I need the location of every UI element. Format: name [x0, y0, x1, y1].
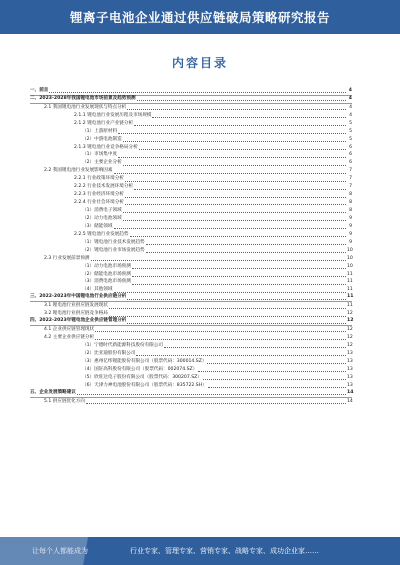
toc-entry-title: （5）欣旺达电子股份有限公司（股票代码：300207.SZ） — [82, 374, 202, 380]
toc-leader-dots — [123, 212, 346, 213]
toc-entry-title: （1）上游原材料 — [82, 128, 118, 134]
toc-entry-page: 5 — [349, 136, 352, 142]
toc-entry-page: 8 — [349, 192, 352, 198]
toc-entry-title: （2）锂电池行业市场发展趋势 — [82, 247, 145, 253]
toc-leader-dots — [137, 100, 346, 101]
toc-entry-title: （4）其他领域 — [82, 287, 113, 293]
toc-entry-page: 11 — [347, 271, 353, 277]
toc-entry-title: 四、2022-2023年锂电池企业供应链管理分析 — [30, 318, 127, 324]
toc-entry-page: 7 — [349, 176, 352, 182]
toc-entry[interactable] — [30, 358, 352, 366]
toc-leader-dots — [146, 244, 346, 245]
toc-entry-title: 3.1 锂电池行业供应链发展现状 — [44, 303, 108, 309]
toc-entry-page: 6 — [349, 160, 352, 166]
toc-entry[interactable] — [30, 144, 352, 152]
toc-entry-title: （2）中游电池制造 — [82, 136, 122, 142]
toc-entry-page: 4 — [348, 87, 352, 93]
toc-entry[interactable] — [30, 152, 352, 160]
toc-entry[interactable] — [30, 136, 352, 144]
toc-entry-title: 2.1 我国锂电池行业发展现状与特点分析 — [44, 104, 127, 110]
toc-entry-title: 2.2 我国锂电池行业发展影响因素 — [44, 168, 113, 174]
toc-heading: 内容目录 — [171, 56, 228, 70]
toc-entry-page: 10 — [347, 247, 353, 253]
toc-entry-title: 一、前言 — [30, 87, 49, 93]
toc-entry-page: 12 — [347, 342, 353, 348]
toc-entry-page: 11 — [347, 294, 354, 300]
toc-entry[interactable] — [30, 96, 352, 104]
toc-leader-dots — [132, 276, 346, 277]
toc-entry-title: 2.1.2 锂电池行业产业链分析 — [74, 120, 134, 126]
toc-entry[interactable] — [30, 279, 352, 287]
toc-leader-dots — [130, 236, 347, 237]
toc-entry-page: 12 — [347, 318, 354, 324]
toc-entry-title: 五、企业发展策略建议 — [30, 389, 76, 395]
toc-entry[interactable] — [30, 199, 352, 207]
toc-entry-page: 14 — [347, 389, 354, 395]
toc-leader-dots — [132, 268, 346, 269]
toc-leader-dots — [123, 141, 346, 142]
footer-tagline: 行业专家、管理专家、营销专家、战略专家、成功企业家…… — [130, 547, 319, 555]
toc-entry[interactable] — [30, 175, 352, 183]
toc-leader-dots — [125, 181, 346, 182]
toc-entry-page: 12 — [347, 335, 353, 341]
toc-entry-title: （3）储能领域 — [82, 223, 113, 229]
toc-entry[interactable] — [30, 263, 352, 271]
toc-entry[interactable] — [30, 112, 352, 120]
toc-entry-title: （3）惠州亿纬锂能股份有限公司（股票代码：300014.SZ） — [82, 358, 207, 364]
toc-entry[interactable] — [30, 239, 352, 247]
toc-entry-page: 13 — [347, 350, 353, 356]
toc-leader-dots — [125, 197, 346, 198]
toc-entry-title: 2.3 行业发展前景预测 — [44, 255, 90, 261]
toc-entry-page: 7 — [349, 184, 352, 190]
toc-entry-title: 2.2.4 行业社会环境分析 — [74, 200, 124, 206]
toc-entry[interactable] — [30, 231, 352, 239]
toc-leader-dots — [114, 292, 347, 293]
toc-entry[interactable] — [30, 104, 352, 112]
toc-leader-dots — [132, 284, 346, 285]
toc-entry[interactable] — [30, 326, 352, 334]
toc-entry-title: 2.2.5 锂电池行业发展趋势 — [74, 231, 129, 237]
toc-entry[interactable] — [30, 374, 352, 382]
toc-entry[interactable] — [30, 223, 352, 231]
toc-entry[interactable] — [30, 334, 352, 342]
toc-entry-page: 10 — [347, 263, 353, 269]
toc-entry[interactable] — [30, 302, 352, 310]
toc-entry-page: 5 — [349, 128, 352, 134]
toc-entry-page: 13 — [347, 382, 353, 388]
toc-entry-title: （1）市场集中度 — [82, 152, 118, 158]
toc-entry-title: （1）宁德时代新能源科技股份有限公司 — [82, 342, 164, 348]
toc-leader-dots — [136, 355, 346, 356]
toc-leader-dots — [198, 371, 346, 372]
toc-leader-dots — [123, 220, 346, 221]
toc-entry-title: （2）比亚迪股份有限公司 — [82, 350, 136, 356]
toc-leader-dots — [49, 92, 346, 93]
toc-leader-dots — [207, 363, 346, 364]
toc-entry-page: 6 — [349, 144, 352, 150]
toc-leader-dots — [164, 347, 346, 348]
toc-entry-page: 13 — [347, 374, 353, 380]
toc-entry[interactable] — [30, 366, 352, 374]
toc-entry-title: （2）动力电池领域 — [82, 215, 122, 221]
toc-entry[interactable] — [30, 167, 352, 175]
toc-entry-title: 2.1.3 锂电池行业竞争格局分析 — [74, 144, 138, 150]
toc-entry[interactable] — [30, 120, 352, 128]
toc-entry-title: 2.2.2 行业技术发展环境分析 — [74, 184, 134, 190]
toc-leader-dots — [109, 308, 346, 309]
toc-entry-page: 6 — [349, 152, 352, 158]
toc-entry-title: 三、2022-2023年中国锂电池行业供应链分析 — [30, 294, 127, 300]
toc-entry-page: 5 — [349, 120, 352, 126]
report-title: 锂离子电池企业通过供应链破局策略研究报告 — [69, 10, 330, 25]
toc-entry-title: （3）消费电池市场预测 — [82, 279, 131, 285]
toc-entry-page: 4 — [349, 104, 352, 110]
toc-entry-title: 二、2023-2028年我国锂电池市场前景及趋势预测 — [30, 95, 136, 101]
toc-entry[interactable] — [30, 128, 352, 136]
toc-entry-page: 14 — [347, 398, 353, 404]
footer-decoration — [0, 537, 120, 565]
toc-entry-page: 9 — [349, 231, 352, 237]
toc-entry-page: 9 — [349, 215, 352, 221]
toc-entry-page: 8 — [349, 200, 352, 206]
toc-entry[interactable] — [30, 294, 352, 302]
report-footer — [0, 537, 400, 565]
toc-entry-title: （1）消费电子领域 — [82, 208, 122, 214]
toc-entry[interactable] — [30, 191, 352, 199]
toc-entry-page: 12 — [347, 327, 353, 333]
toc-entry[interactable] — [30, 398, 352, 406]
toc-entry-title: 2.2.1 行业政策环境分析 — [74, 176, 124, 182]
toc-entry-title: （2）主要企业分析 — [82, 160, 122, 166]
toc-entry-title: 2.1.1 锂电池行业发展历程及市场规模 — [74, 112, 152, 118]
toc-entry-title: 3.2 锂电池行业供应链竞争格局 — [44, 311, 108, 317]
toc-leader-dots — [95, 339, 346, 340]
toc-entry-title: 4.2 主要企业供应链分析 — [44, 335, 95, 341]
toc-entry[interactable] — [30, 183, 352, 191]
toc-leader-dots — [146, 252, 346, 253]
toc-entry[interactable] — [30, 350, 352, 358]
toc-leader-dots — [118, 157, 346, 158]
report-header — [0, 0, 400, 34]
toc-entry[interactable] — [30, 159, 352, 167]
toc-leader-dots — [127, 109, 346, 110]
table-of-contents — [30, 88, 352, 406]
toc-entry-page: 7 — [349, 168, 352, 174]
toc-leader-dots — [134, 125, 346, 126]
toc-entry[interactable] — [30, 207, 352, 215]
toc-entry-title: （6）天津力神电池股份有限公司（股票代码：835722.SH） — [82, 382, 207, 388]
toc-leader-dots — [114, 228, 347, 229]
toc-leader-dots — [127, 299, 346, 300]
toc-entry-page: 13 — [347, 366, 353, 372]
toc-entry[interactable] — [30, 382, 352, 390]
toc-entry[interactable] — [30, 247, 352, 255]
toc-entry-page: 9 — [349, 239, 352, 245]
toc-entry-page: 13 — [347, 358, 353, 364]
toc-leader-dots — [114, 173, 347, 174]
toc-entry-page: 10 — [347, 255, 353, 261]
toc-entry-page: 11 — [347, 287, 353, 293]
toc-entry-title: 5.1 供应链优化方向 — [44, 398, 85, 404]
toc-leader-dots — [91, 260, 346, 261]
toc-entry-page: 11 — [347, 303, 353, 309]
toc-leader-dots — [208, 387, 346, 388]
toc-leader-dots — [139, 149, 346, 150]
toc-entry-page: 12 — [347, 311, 353, 317]
toc-entry-page: 8 — [349, 208, 352, 214]
toc-leader-dots — [123, 165, 346, 166]
toc-entry-title: （1）锂电池行业技术发展趋势 — [82, 239, 145, 245]
footer-slogan: 让每个人都能成为 — [32, 547, 88, 555]
toc-entry[interactable] — [30, 342, 352, 350]
toc-entry-title: （1）动力电池市场预测 — [82, 263, 131, 269]
toc-leader-dots — [95, 331, 346, 332]
toc-leader-dots — [203, 379, 346, 380]
toc-entry[interactable] — [30, 390, 352, 398]
toc-leader-dots — [134, 189, 346, 190]
toc-entry-title: （2）储能电池市场预测 — [82, 271, 131, 277]
toc-leader-dots — [118, 133, 346, 134]
toc-leader-dots — [127, 323, 346, 324]
toc-leader-dots — [125, 204, 346, 205]
toc-entry[interactable] — [30, 318, 352, 326]
toc-leader-dots — [109, 316, 346, 317]
toc-leader-dots — [86, 403, 346, 404]
toc-leader-dots — [152, 117, 346, 118]
toc-entry-title: 2.2.3 行业经济环境分析 — [74, 192, 124, 198]
toc-entry[interactable] — [30, 255, 352, 263]
toc-entry-title: 4.1 企业供应链管理现状 — [44, 327, 95, 333]
toc-entry-page: 11 — [347, 279, 353, 285]
toc-entry-title: （4）国轩高科股份有限公司（股票代码：002074.SZ） — [82, 366, 198, 372]
toc-entry-page: 4 — [349, 112, 352, 118]
toc-entry-page: 9 — [349, 223, 352, 229]
toc-entry[interactable] — [30, 271, 352, 279]
toc-entry[interactable] — [30, 215, 352, 223]
toc-leader-dots — [77, 394, 346, 395]
toc-entry-page: 4 — [348, 95, 352, 101]
